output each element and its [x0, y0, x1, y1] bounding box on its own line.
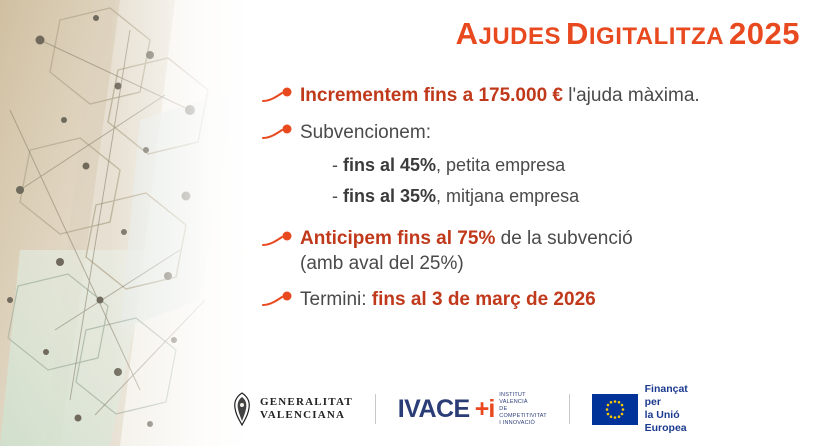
anticipem-line2: (amb aval del 25%) — [300, 253, 464, 274]
sub-item-mitjana-empresa — [332, 181, 807, 212]
bullet-text-increment — [300, 82, 700, 109]
bullet-list — [262, 82, 807, 317]
anticipem-rest: de la subvenció — [495, 228, 633, 249]
sub-em-2: fins al 35% — [343, 186, 437, 206]
sub-rest-2: , mitjana empresa — [436, 186, 580, 206]
logo-bar — [230, 383, 700, 434]
subvencionem-label: Subvencionem: — [300, 122, 431, 143]
bullet-item-subvencionem — [262, 119, 807, 146]
arrow-dot-bullet-icon — [262, 82, 300, 108]
decorative-tech-graphic — [0, 0, 250, 446]
arrow-dot-bullet-icon — [262, 119, 300, 145]
sub-rest-1: , petita empresa — [436, 155, 566, 175]
gva-line1: GENERALITAT — [260, 396, 353, 408]
sub-dash-1: - — [332, 155, 343, 175]
ivace-sub-line1: INSTITUT VALENCIÀ — [499, 391, 528, 405]
logo-european-union — [592, 383, 700, 435]
bullet-text-anticipem — [300, 226, 633, 276]
logo-generalitat-valenciana — [230, 392, 353, 426]
eu-flag-icon — [592, 394, 638, 425]
gva-crest-icon — [230, 392, 254, 426]
title-d-rest: IGITALITZA — [588, 23, 725, 50]
eu-line2: la Unió Europea — [644, 409, 687, 434]
gva-wordmark — [260, 396, 353, 422]
eu-funding-text — [645, 383, 700, 435]
ivace-subtitle — [499, 392, 547, 427]
sub-em-1: fins al 45% — [343, 155, 437, 175]
arrow-dot-bullet-icon — [262, 226, 300, 252]
termini-lead: Termini: — [300, 289, 372, 310]
bullet-item-increment — [262, 82, 807, 109]
bullet-text-termini — [300, 286, 596, 313]
ivace-sub-line2: DE COMPETITIVITAT — [499, 405, 547, 419]
title-a-rest: JUDES — [478, 23, 562, 50]
sub-item-petita-empresa — [332, 150, 807, 181]
ivace-plus-i-mark: +i — [474, 394, 495, 423]
page-title — [380, 16, 800, 52]
logo-divider — [375, 394, 376, 424]
anticipem-lead: Anticipem fins al 75% — [300, 228, 496, 249]
title-year: 2025 — [729, 16, 800, 51]
bullet-item-anticipem — [262, 226, 807, 276]
eu-line1: Finançat per — [644, 383, 688, 408]
increment-rest: l'ajuda màxima. — [562, 85, 700, 106]
gva-line2: VALENCIANA — [260, 409, 346, 421]
sub-dash-2: - — [332, 186, 343, 206]
increment-lead: Incrementem fins a 175.000 € — [300, 85, 563, 106]
logo-divider — [569, 394, 570, 424]
ivace-wordmark: IVACE — [397, 394, 470, 423]
arrow-dot-bullet-icon — [262, 286, 300, 312]
title-a-cap: A — [455, 16, 479, 51]
logo-ivace — [398, 392, 547, 427]
ivace-sub-line3: I INNOVACIÓ — [499, 419, 536, 426]
bullet-text-subvencionem — [300, 119, 431, 146]
title-d-cap: D — [565, 16, 589, 51]
termini-highlight: fins al 3 de març de 2026 — [371, 289, 596, 310]
bullet-item-termini — [262, 286, 807, 313]
